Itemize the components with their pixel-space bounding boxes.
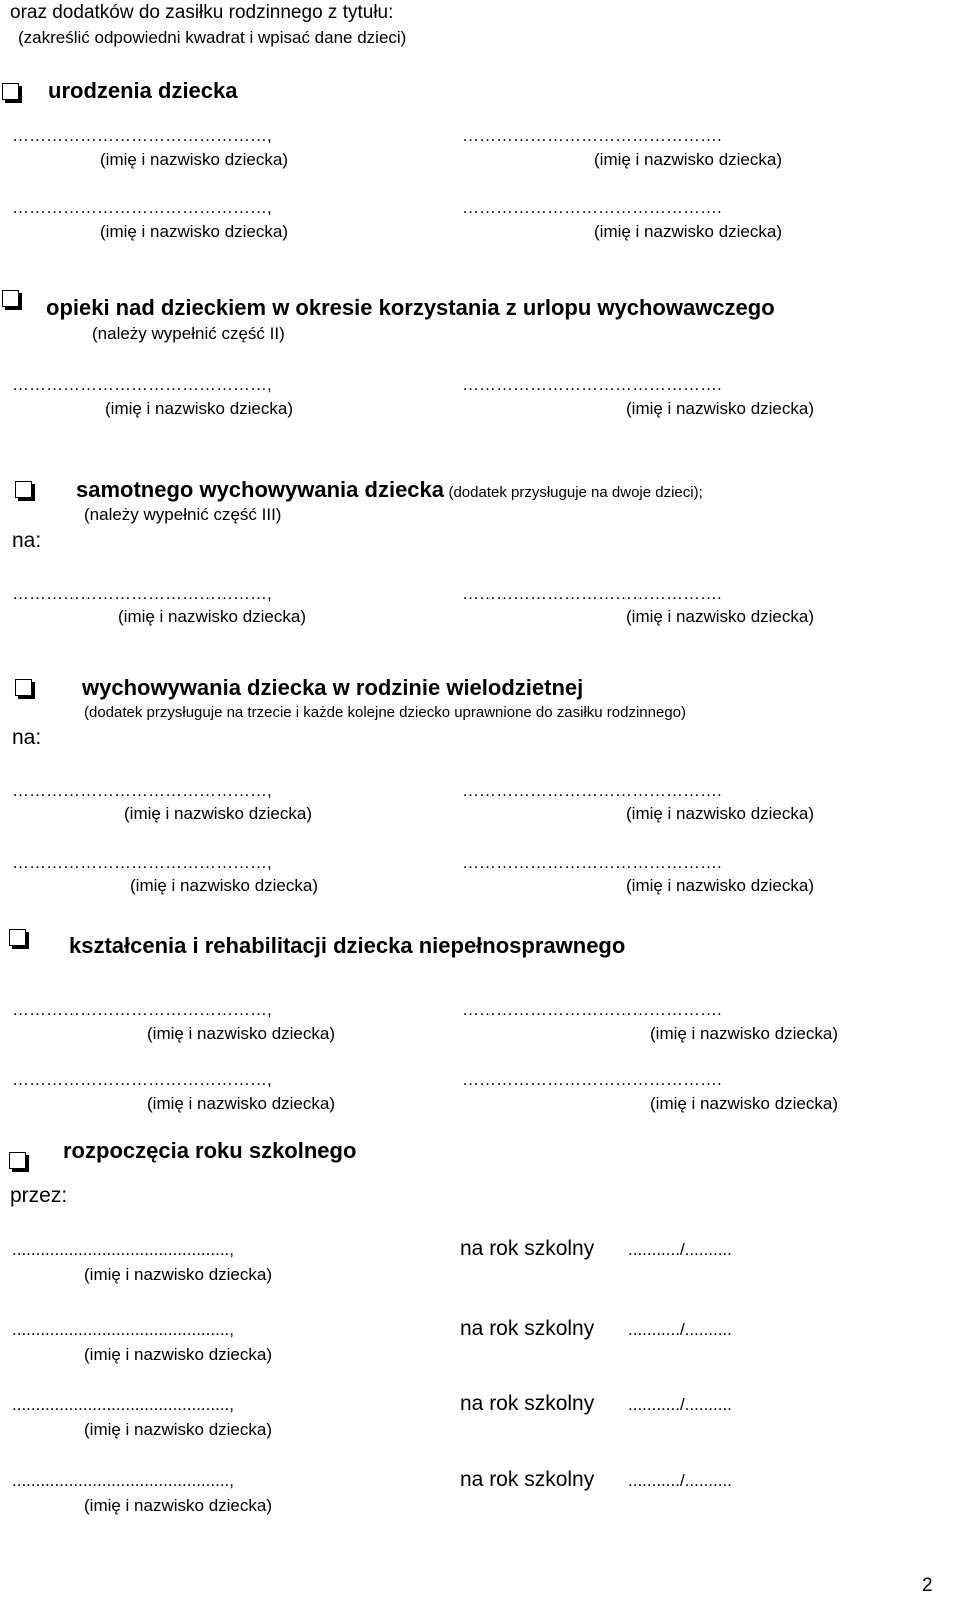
child-name-field[interactable]: ………………………………………, bbox=[12, 1070, 272, 1089]
section-title-single: samotnego wychowywania dziecka bbox=[76, 477, 445, 502]
child-name-caption: (imię i nazwisko dziecka) bbox=[118, 607, 306, 626]
checkbox-birth[interactable] bbox=[2, 83, 19, 100]
school-year-label: na rok szkolny bbox=[460, 1317, 595, 1340]
child-name-caption: (imię i nazwisko dziecka) bbox=[147, 1024, 335, 1043]
section-title-row-single bbox=[76, 477, 703, 503]
school-year-field[interactable]: .........../.......... bbox=[628, 1320, 732, 1339]
child-name-caption: (imię i nazwisko dziecka) bbox=[626, 804, 814, 823]
child-name-field[interactable]: ………………………………………, bbox=[12, 375, 272, 394]
child-name-field[interactable]: ………………………………………. bbox=[462, 584, 722, 603]
child-name-field[interactable]: .............................................., bbox=[12, 1240, 234, 1259]
checkbox-single[interactable] bbox=[15, 481, 32, 498]
child-name-caption: (imię i nazwisko dziecka) bbox=[100, 150, 288, 169]
child-name-field[interactable]: ………………………………………, bbox=[12, 126, 272, 145]
przez-label: przez: bbox=[10, 1184, 68, 1207]
section-title-leave: opieki nad dzieckiem w okresie korzystania z urlopu wychowawczego bbox=[46, 295, 775, 320]
child-name-caption: (imię i nazwisko dziecka) bbox=[84, 1265, 272, 1284]
section-title-large-family: wychowywania dziecka w rodzinie wielodzietnej bbox=[82, 675, 584, 700]
child-name-field[interactable]: ………………………………………. bbox=[462, 126, 722, 145]
child-name-field[interactable]: ………………………………………. bbox=[462, 1070, 722, 1089]
page-number: 2 bbox=[922, 1575, 933, 1596]
section-title-birth: urodzenia dziecka bbox=[48, 78, 238, 103]
child-name-field[interactable]: ………………………………………, bbox=[12, 584, 272, 603]
child-name-caption: (imię i nazwisko dziecka) bbox=[147, 1094, 335, 1113]
school-year-field[interactable]: .........../.......... bbox=[628, 1240, 732, 1259]
child-name-field[interactable]: ………………………………………, bbox=[12, 853, 272, 872]
child-name-field[interactable]: .............................................., bbox=[12, 1320, 234, 1339]
intro-heading: oraz dodatków do zasiłku rodzinnego z tytułu: bbox=[10, 2, 394, 23]
child-name-field[interactable]: ………………………………………, bbox=[12, 781, 272, 800]
child-name-field[interactable]: ………………………………………. bbox=[462, 781, 722, 800]
child-name-caption: (imię i nazwisko dziecka) bbox=[650, 1024, 838, 1043]
section-title-note-single: (dodatek przysługuje na dwoje dzieci); bbox=[448, 484, 703, 501]
child-name-caption: (imię i nazwisko dziecka) bbox=[594, 222, 782, 241]
section-note-single: (należy wypełnić część III) bbox=[84, 505, 282, 524]
child-name-field[interactable]: .............................................., bbox=[12, 1395, 234, 1414]
section-title-disabled: kształcenia i rehabilitacji dziecka niepełnosprawnego bbox=[69, 933, 626, 958]
section-title-school-start: rozpoczęcia roku szkolnego bbox=[63, 1138, 357, 1163]
child-name-caption: (imię i nazwisko dziecka) bbox=[84, 1345, 272, 1364]
child-name-caption: (imię i nazwisko dziecka) bbox=[84, 1420, 272, 1439]
checkbox-leave[interactable] bbox=[2, 290, 19, 307]
checkbox-disabled[interactable] bbox=[9, 929, 26, 946]
child-name-field[interactable]: ………………………………………, bbox=[12, 198, 272, 217]
na-label: na: bbox=[12, 529, 42, 552]
child-name-caption: (imię i nazwisko dziecka) bbox=[626, 399, 814, 418]
checkbox-school-start[interactable] bbox=[9, 1152, 26, 1169]
child-name-caption: (imię i nazwisko dziecka) bbox=[594, 150, 782, 169]
child-name-field[interactable]: .............................................., bbox=[12, 1471, 234, 1490]
child-name-field[interactable]: ………………………………………. bbox=[462, 375, 722, 394]
child-name-caption: (imię i nazwisko dziecka) bbox=[105, 399, 293, 418]
child-name-caption: (imię i nazwisko dziecka) bbox=[84, 1496, 272, 1515]
section-note-leave: (należy wypełnić część II) bbox=[92, 324, 285, 343]
child-name-field[interactable]: ………………………………………. bbox=[462, 853, 722, 872]
child-name-field[interactable]: ………………………………………, bbox=[12, 1000, 272, 1019]
child-name-caption: (imię i nazwisko dziecka) bbox=[650, 1094, 838, 1113]
school-year-label: na rok szkolny bbox=[460, 1237, 595, 1260]
section-note-large-family: (dodatek przysługuje na trzecie i każde kolejne dziecko uprawnione do zasiłku rodzinnego) bbox=[84, 704, 687, 721]
school-year-label: na rok szkolny bbox=[460, 1468, 595, 1491]
school-year-label: na rok szkolny bbox=[460, 1392, 595, 1415]
child-name-caption: (imię i nazwisko dziecka) bbox=[626, 607, 814, 626]
school-year-field[interactable]: .........../.......... bbox=[628, 1395, 732, 1414]
child-name-caption: (imię i nazwisko dziecka) bbox=[130, 876, 318, 895]
child-name-field[interactable]: ………………………………………. bbox=[462, 1000, 722, 1019]
checkbox-large-family[interactable] bbox=[15, 679, 32, 696]
school-year-field[interactable]: .........../.......... bbox=[628, 1471, 732, 1490]
child-name-caption: (imię i nazwisko dziecka) bbox=[100, 222, 288, 241]
child-name-field[interactable]: ………………………………………. bbox=[462, 198, 722, 217]
child-name-caption: (imię i nazwisko dziecka) bbox=[124, 804, 312, 823]
child-name-caption: (imię i nazwisko dziecka) bbox=[626, 876, 814, 895]
intro-instruction: (zakreślić odpowiedni kwadrat i wpisać dane dzieci) bbox=[18, 28, 407, 47]
na-label: na: bbox=[12, 726, 42, 749]
